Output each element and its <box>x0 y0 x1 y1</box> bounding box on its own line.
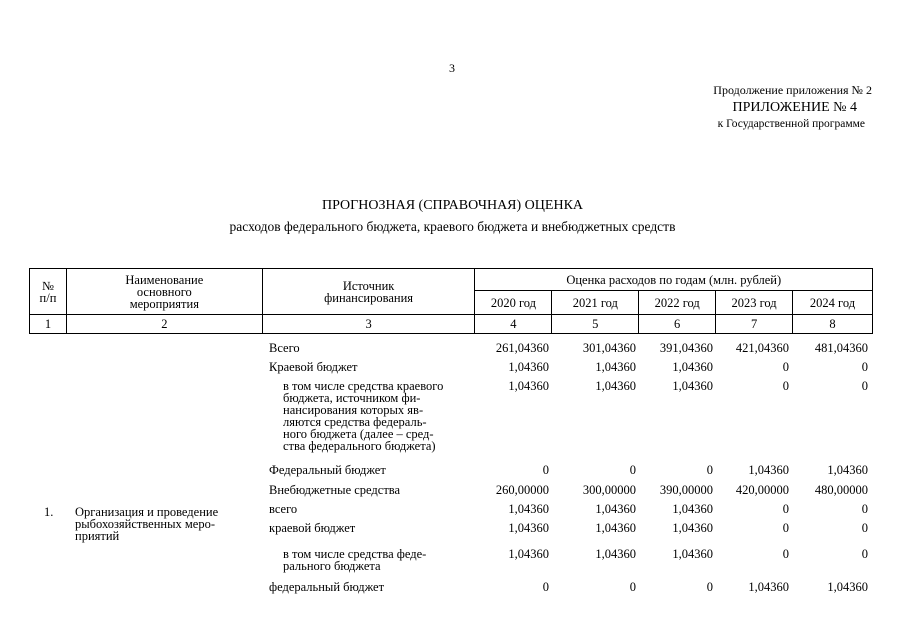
value-2022: 0 <box>706 463 713 477</box>
value-2020: 1,04360 <box>508 379 549 393</box>
value-2023: 0 <box>782 502 789 516</box>
value-2023: 0 <box>782 360 789 374</box>
header-source: Источник финансирования <box>262 269 475 315</box>
activity-name: Организация и проведение рыбохозяйственных меро- приятий <box>75 505 219 543</box>
value-2021: 0 <box>629 463 636 477</box>
value-2024: 0 <box>861 502 868 516</box>
source-label: в том числе средства краевого бюджета, источником фи- нансирования которых яв- ляются средства федераль- ного бюджета (далее – сред- ства федерального бюджета) <box>283 379 444 453</box>
source-label: Краевой бюджет <box>269 360 358 374</box>
header-year: 2022 год <box>639 291 716 315</box>
value-2022: 1,04360 <box>672 521 713 535</box>
value-2020: 0 <box>542 463 549 477</box>
value-2022: 391,04360 <box>659 341 713 355</box>
document-title: ПРОГНОЗНАЯ (СПРАВОЧНАЯ) ОЦЕНКА <box>321 198 584 213</box>
document-subtitle: расходов федерального бюджета, краевого бюджета и внебюджетных средств <box>229 219 676 234</box>
value-2021: 1,04360 <box>595 502 636 516</box>
col-number: 2 <box>66 315 262 334</box>
header-year: 2021 год <box>552 291 639 315</box>
appendix-subtitle: к Государственной программе <box>717 118 865 130</box>
col-number: 8 <box>793 315 873 334</box>
page-number: 3 <box>449 61 455 75</box>
header-estimate: Оценка расходов по годам (млн. рублей) <box>475 269 873 291</box>
value-2022: 1,04360 <box>672 360 713 374</box>
value-2021: 1,04360 <box>595 379 636 393</box>
header-year: 2023 год <box>716 291 793 315</box>
value-2020: 261,04360 <box>495 341 549 355</box>
value-2020: 1,04360 <box>508 502 549 516</box>
value-2024: 1,04360 <box>827 580 868 594</box>
value-2023: 420,00000 <box>735 483 789 497</box>
source-label: Федеральный бюджет <box>269 463 386 477</box>
value-2024: 1,04360 <box>827 463 868 477</box>
value-2021: 1,04360 <box>595 360 636 374</box>
header-year: 2020 год <box>475 291 552 315</box>
appendix-title: ПРИЛОЖЕНИЕ № 4 <box>732 100 857 115</box>
value-2022: 1,04360 <box>672 502 713 516</box>
value-2021: 0 <box>629 580 636 594</box>
value-2024: 480,00000 <box>814 483 868 497</box>
value-2020: 1,04360 <box>508 360 549 374</box>
col-number: 3 <box>262 315 475 334</box>
source-label: федеральный бюджет <box>269 580 385 594</box>
continuation-note: Продолжение приложения № 2 <box>713 83 872 97</box>
col-number: 7 <box>716 315 793 334</box>
value-2022: 1,04360 <box>672 379 713 393</box>
value-2024: 0 <box>861 521 868 535</box>
value-2023: 421,04360 <box>735 341 789 355</box>
value-2022: 1,04360 <box>672 547 713 561</box>
value-2021: 1,04360 <box>595 547 636 561</box>
value-2020: 1,04360 <box>508 547 549 561</box>
value-2024: 0 <box>861 360 868 374</box>
source-label: краевой бюджет <box>269 521 356 535</box>
value-2020: 0 <box>542 580 549 594</box>
value-2021: 1,04360 <box>595 521 636 535</box>
value-2020: 260,00000 <box>495 483 549 497</box>
value-2022: 390,00000 <box>659 483 713 497</box>
header-num: № п/п <box>30 269 67 315</box>
source-label: Всего <box>269 341 300 355</box>
value-2024: 0 <box>861 379 868 393</box>
col-number: 5 <box>552 315 639 334</box>
value-2023: 1,04360 <box>748 463 789 477</box>
value-2022: 0 <box>706 580 713 594</box>
value-2023: 0 <box>782 547 789 561</box>
source-label: в том числе средства феде- рального бюджета <box>283 547 427 573</box>
source-label: всего <box>269 502 298 516</box>
value-2024: 0 <box>861 547 868 561</box>
value-2024: 481,04360 <box>814 341 868 355</box>
activity-number: 1. <box>44 505 54 519</box>
source-label: Внебюджетные средства <box>269 483 401 497</box>
header-year: 2024 год <box>793 291 873 315</box>
value-2020: 1,04360 <box>508 521 549 535</box>
value-2023: 0 <box>782 379 789 393</box>
col-number: 1 <box>30 315 67 334</box>
value-2021: 301,04360 <box>582 341 636 355</box>
col-number: 6 <box>639 315 716 334</box>
value-2021: 300,00000 <box>582 483 636 497</box>
header-activity: Наименование основного мероприятия <box>66 269 262 315</box>
table-header <box>29 268 873 334</box>
col-number: 4 <box>475 315 552 334</box>
value-2023: 0 <box>782 521 789 535</box>
value-2023: 1,04360 <box>748 580 789 594</box>
